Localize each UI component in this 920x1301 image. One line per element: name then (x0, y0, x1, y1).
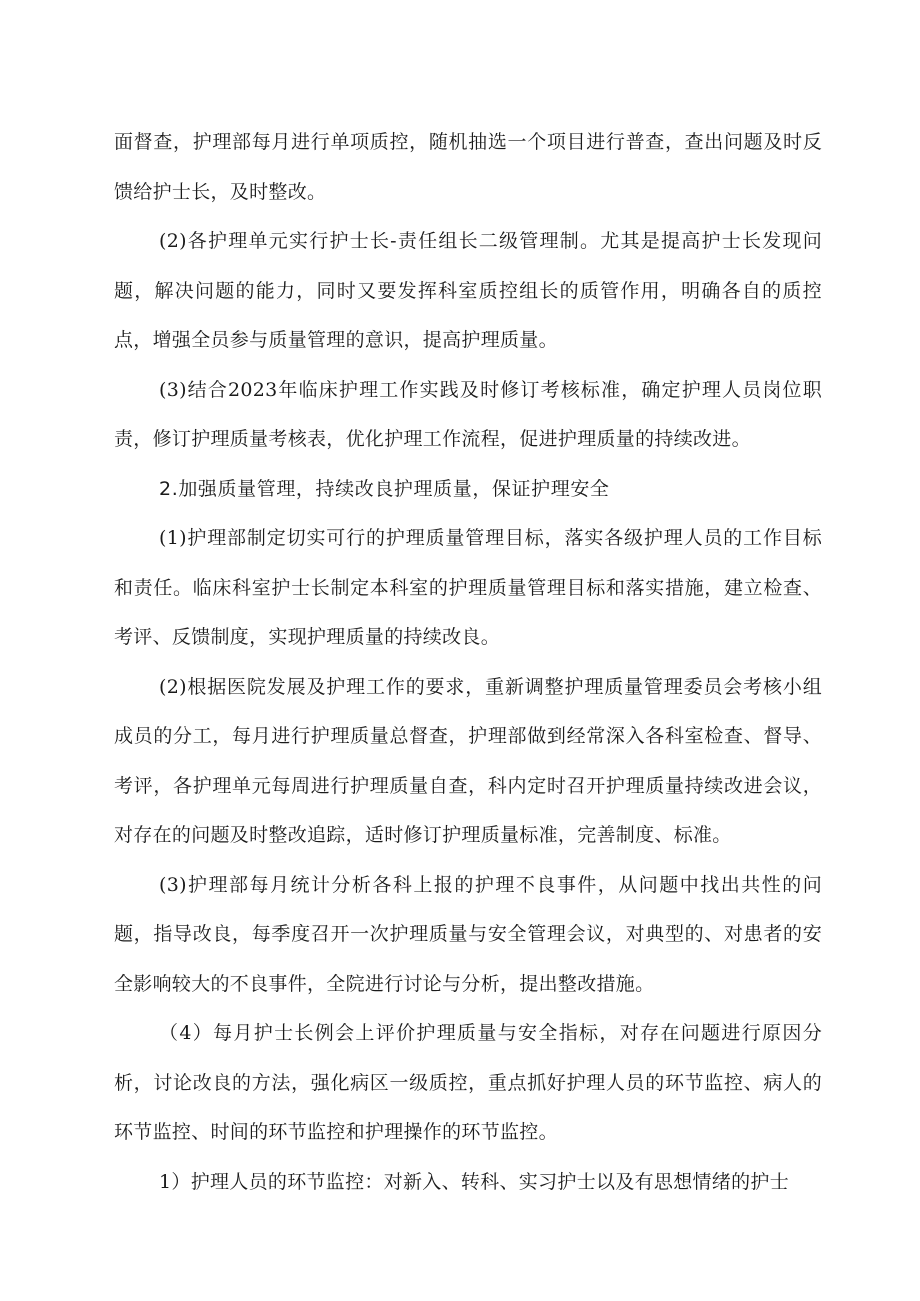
paragraph-item-1-goals: (1)护理部制定切实可行的护理质量管理目标，落实各级护理人员的工作目标和责任。临床科室护士长制定本科室的护理质量管理目标和落实措施，建立检查、考评、反馈制度，实现护理质量的持续改良。 (114, 527, 822, 648)
paragraph-item-4-meetings: （4）每月护士长例会上评价护理质量与安全指标，对存在问题进行原因分析，讨论改良的方法，强化病区一级质控，重点抓好护理人员的环节监控、病人的环节监控、时间的环节监控和护理操作的环节监控。 (114, 1022, 822, 1143)
paragraph-subitem-1-staff-monitoring: 1）护理人员的环节监控：对新入、转科、实习护士以及有思想情绪的护士 (159, 1170, 789, 1193)
paragraph-item-2-management: (2)各护理单元实行护士长-责任组长二级管理制。尤其是提高护士长发现问题，解决问题的能力，同时又要发挥科室质控组长的质管作用，明确各自的质控点，增强全员参与质量管理的意识，提高护理质量。 (114, 230, 822, 351)
section-heading: 2.加强质量管理，持续改良护理质量，保证护理安全 (159, 477, 610, 500)
paragraph-item-3-adverse-events: (3)护理部每月统计分析各科上报的护理不良事件，从问题中找出共性的问题，指导改良，每季度召开一次护理质量与安全管理会议，对典型的、对患者的安全影响较大的不良事件，全院进行讨论与分析，提出整改措施。 (114, 873, 822, 995)
paragraph-item-2-inspection: (2)根据医院发展及护理工作的要求，重新调整护理质量管理委员会考核小组成员的分工，每月进行护理质量总督查，护理部做到经常深入各科室检查、督导、考评，各护理单元每周进行护理质量自查，科内定时召开护理质量持续改进会议，对存在的问题及时整改追踪，适时修订护理质量标准，完善制度、标准。 (114, 675, 822, 846)
document-body (114, 118, 822, 1207)
paragraph-item-3-standards: (3)结合2023年临床护理工作实践及时修订考核标准，确定护理人员岗位职责，修订护理质量考核表，优化护理工作流程，促进护理质量的持续改进。 (114, 378, 822, 450)
paragraph-continuation: 面督查，护理部每月进行单项质控，随机抽选一个项目进行普查，查出问题及时反馈给护士长，及时整改。 (114, 131, 822, 203)
